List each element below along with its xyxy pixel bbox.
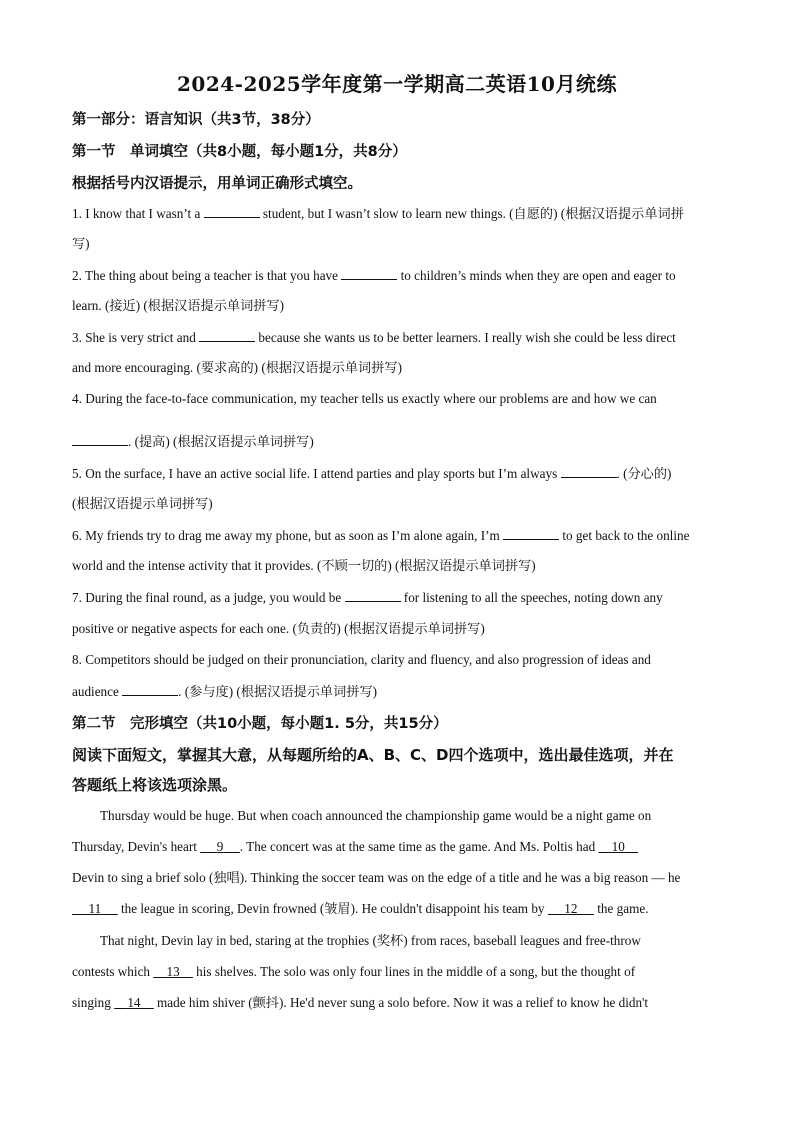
blank-14[interactable]: 14	[127, 995, 141, 1010]
question-1: 1. I know that I wasn’t a student, but I wasn’t slow to learn new things. (自愿的) (根据汉语提示单词拼	[72, 206, 684, 221]
passage-line: 11 the league in scoring, Devin frowned (皱眉). He couldn't disappoint his team by 12 the game.	[72, 900, 722, 918]
question-6-cont: world and the intense activity that it provides. (不顾一切的) (根据汉语提示单词拼写)	[72, 558, 536, 573]
question-5: 5. On the surface, I have an active social life. I attend parties and play sports but I’m always . (分心的)	[72, 466, 672, 481]
page-title: 2024-2025学年度第一学期高二英语10月统练	[177, 72, 617, 96]
answer-blank[interactable]	[561, 464, 617, 478]
question-4: 4. During the face-to-face communication, my teacher tells us exactly where our problems are and how we can	[72, 391, 657, 406]
question-2-cont: learn. (接近) (根据汉语提示单词拼写)	[72, 298, 285, 313]
section2-instruction-cont: 答题纸上将该选项涂黑。	[72, 776, 238, 794]
passage-line: That night, Devin lay in bed, staring at the trophies (奖杯) from races, baseball leagues and free-throw	[100, 933, 641, 948]
answer-blank[interactable]	[341, 266, 397, 280]
passage-line: Devin to sing a brief solo (独唱). Thinking the soccer team was on the edge of a title and he was a big reason — he	[72, 870, 681, 885]
answer-blank[interactable]	[199, 328, 255, 342]
passage-line: singing 14 made him shiver (颤抖). He'd never sung a solo before. Now it was a relief to know he didn't	[72, 995, 649, 1010]
answer-blank[interactable]	[122, 682, 178, 696]
section1-instruction: 根据括号内汉语提示，用单词正确形式填空。	[72, 176, 362, 192]
blank-13[interactable]: 13	[166, 964, 180, 979]
question-7: 7. During the final round, as a judge, you would be for listening to all the speeches, noting down any	[72, 590, 663, 605]
question-5-cont: (根据汉语提示单词拼写)	[72, 496, 213, 511]
blank-12[interactable]: 12	[564, 901, 578, 916]
answer-blank[interactable]	[204, 204, 260, 218]
question-3-cont: and more encouraging. (要求高的) (根据汉语提示单词拼写)	[72, 360, 402, 375]
part-heading: 第一部分：语言知识（共3节，38分）	[72, 112, 320, 128]
question-7-cont: positive or negative aspects for each one. (负责的) (根据汉语提示单词拼写)	[72, 621, 485, 636]
blank-11[interactable]: 11	[88, 901, 102, 916]
question-3: 3. She is very strict and because she wants us to be better learners. I really wish she could be less direct	[72, 330, 676, 345]
question-2: 2. The thing about being a teacher is that you have to children’s minds when they are open and eager to	[72, 268, 676, 283]
section1-heading: 第一节 单词填空（共8小题，每小题1分，共8分）	[72, 144, 407, 160]
passage-line: Thursday, Devin's heart 9 . The concert was at the same time as the game. And Ms. Poltis had 10	[72, 838, 722, 856]
question-6: 6. My friends try to drag me away my phone, but as soon as I’m alone again, I’m to get back to the online	[72, 528, 690, 543]
blank-9[interactable]: 9	[216, 839, 224, 854]
passage-line: Thursday would be huge. But when coach announced the championship game would be a night game on	[100, 808, 652, 823]
answer-blank[interactable]	[345, 588, 401, 602]
question-1-cont: 写)	[72, 236, 90, 251]
answer-blank[interactable]	[72, 432, 128, 446]
section2-instruction: 阅读下面短文，掌握其大意，从每题所给的A、B、C、D四个选项中，选出最佳选项，并在	[72, 746, 674, 764]
question-4-cont: . (提高) (根据汉语提示单词拼写)	[72, 432, 722, 451]
blank-10[interactable]: 10	[611, 839, 625, 854]
answer-blank[interactable]	[503, 526, 559, 540]
section2-heading: 第二节 完形填空（共10小题，每小题1. 5分，共15分）	[72, 716, 448, 732]
passage-line: contests which 13 his shelves. The solo was only four lines in the middle of a song, but the thought of	[72, 964, 636, 979]
question-8-cont: audience . (参与度) (根据汉语提示单词拼写)	[72, 684, 378, 699]
question-8: 8. Competitors should be judged on their pronunciation, clarity and fluency, and also progression of ideas and	[72, 652, 651, 667]
